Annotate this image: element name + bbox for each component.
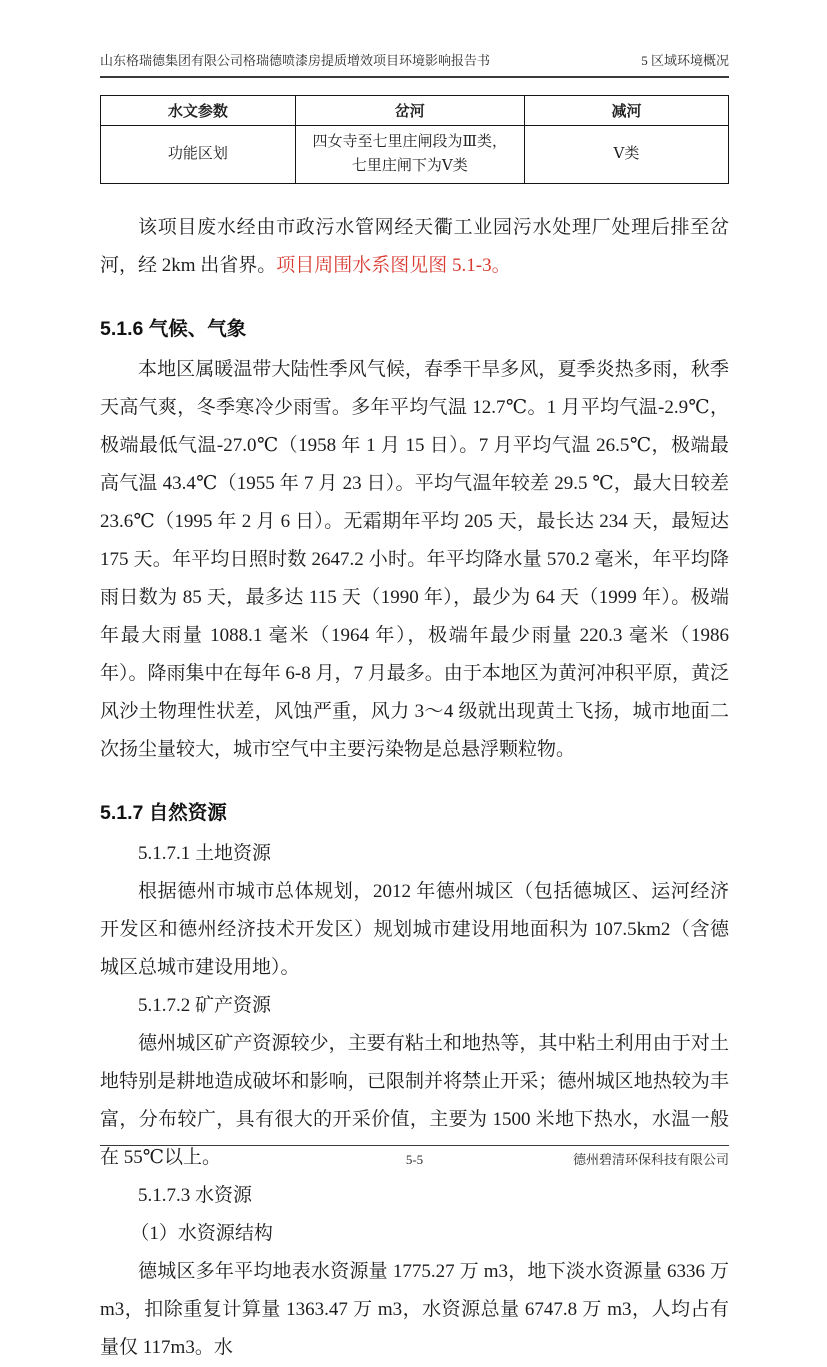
paragraph-water-resources: 德城区多年平均地表水资源量 1775.27 万 m3，地下淡水资源量 6336 万 m3，扣除重复计算量 1363.47 万 m3，水资源总量 6747.8 万 m3，人均占有量仅 117m3。水 [100, 1261, 729, 1358]
subsection-heading-land-resources: 5.1.7.1 土地资源 [138, 843, 272, 864]
section-heading-natural-resources: 5.1.7 自然资源 [100, 802, 227, 824]
table-header-jian-river: 减河 [524, 96, 728, 126]
paragraph-mineral-resources: 德州城区矿产资源较少，主要有粘土和地热等，其中粘土利用由于对土地特别是耕地造成破坏和影响，已限制并将禁止开采；德州城区地热较为丰富，分布较广，具有很大的开采价值，主要为 1500 米地下热水，水温一般在 55℃以上。 [100, 1033, 729, 1168]
header-document-title: 山东格瑞德集团有限公司格瑞德喷漆房提质增效项目环境影响报告书 [100, 53, 491, 68]
footer-company-name: 德州碧清环保科技有限公司 [572, 1152, 729, 1167]
table-header-hydrology-parameter: 水文参数 [101, 96, 296, 126]
page-header [100, 50, 729, 78]
page-footer [100, 1145, 729, 1169]
header-chapter-title: 5 区域环境概况 [641, 53, 729, 68]
table-header-cha-river: 岔河 [295, 96, 524, 126]
paragraph-wastewater-text: 该项目废水经由市政污水管网经天衢工业园污水处理厂处理后排至岔河，经 2km 出省界。 [100, 217, 729, 276]
paragraph-wastewater-highlight: 项目周围水系图见图 5.1-3。 [276, 255, 511, 276]
footer-row [100, 1151, 729, 1169]
page-number: 5-5 [405, 1152, 424, 1167]
document-page [0, 50, 827, 1358]
subsection-heading-mineral-resources: 5.1.7.2 矿产资源 [138, 995, 272, 1016]
paragraph-climate: 本地区属暖温带大陆性季风气候，春季干旱多风，夏季炎热多雨，秋季天高气爽，冬季寒冷少雨雪。多年平均气温 12.7℃。1 月平均气温-2.9℃，极端最低气温-27.0℃（1958 年 1 月 15 日）。7 月平均气温 26.5℃，极端最高气温 43.4℃（1955 年 7 月 23 日）。平均气温年较差 29.5 ℃，最大日较差 23.6℃（1995 年 2 月 6 日）。无霜期年平均 205 天，最长达 234 天，最短达 175 天。年平均日照时数 2647.2 小时。年平均降水量 570.2 毫米，年平均降雨日数为 85 天，最多达 115 天（1990 年），最少为 64 天（1999 年）。极端年最大雨量 1088.1 毫米（1964 年），极端年最少雨量 220.3 毫米（1986 年）。降雨集中在每年 6-8 月，7 月最多。由于本地区为黄河冲积平原，黄泛风沙土物理性状差，风蚀严重，风力 3～4 级就出现黄土飞扬，城市地面二次扬尘量较大，城市空气中主要污染物是总悬浮颗粒物。 [100, 359, 729, 760]
subitem-heading-water-structure: （1）水资源结构 [130, 1223, 273, 1244]
page-content [100, 95, 729, 1367]
table-row [101, 126, 729, 184]
table-header-row [101, 96, 729, 126]
section-heading-climate: 5.1.6 气候、气象 [100, 318, 247, 340]
table-cell-jian-river-class: Ⅴ类 [524, 126, 728, 184]
table-cell-function-zoning: 功能区划 [101, 126, 296, 184]
paragraph-wastewater [100, 209, 729, 285]
hydrology-parameters-table [100, 95, 729, 184]
subsection-heading-water-resources: 5.1.7.3 水资源 [138, 1185, 253, 1206]
paragraph-land-resources: 根据德州市城市总体规划，2012 年德州城区（包括德城区、运河经济开发区和德州经济技术开发区）规划城市建设用地面积为 107.5km2（含德城区总城市建设用地）。 [100, 881, 729, 978]
table-cell-cha-river-class: 四女寺至七里庄闸段为Ⅲ类，七里庄闸下为Ⅴ类 [295, 126, 524, 184]
